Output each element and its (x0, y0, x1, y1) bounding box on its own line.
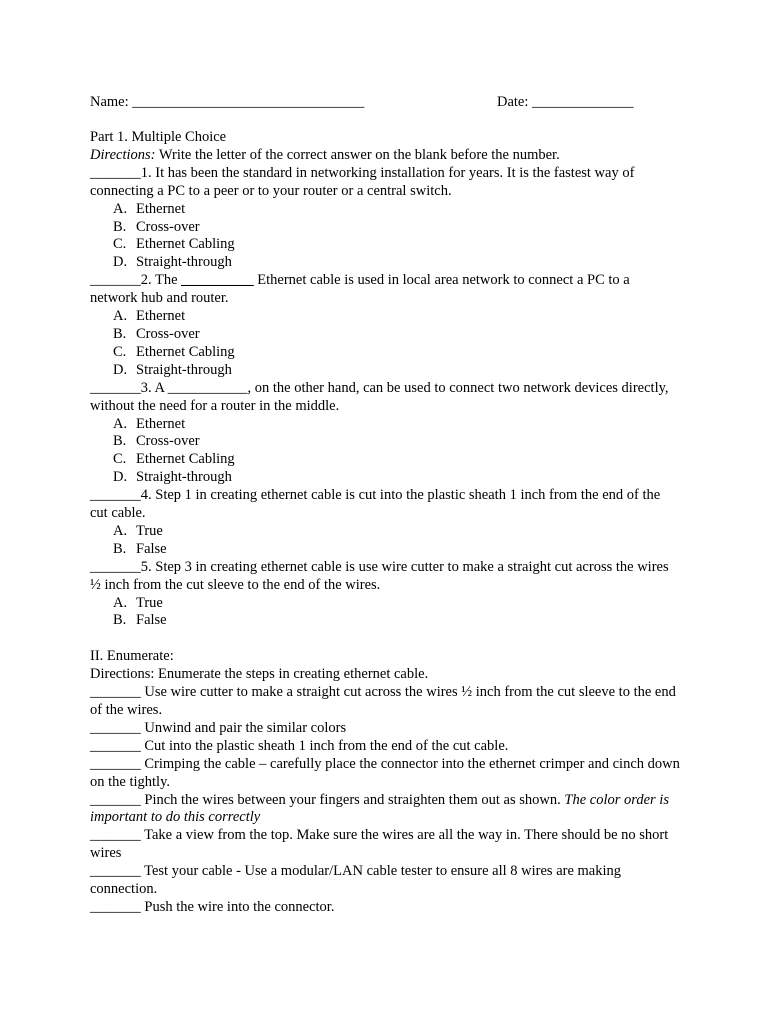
question-text: 1. It has been the standard in networking installation for years. It is the fastest way of connecting a PC to a peer or to your router or a central switch. (90, 164, 635, 199)
option-d: D. Straight-through (113, 254, 232, 271)
option-d: D. Straight-through (113, 361, 232, 378)
option-a: A. True (113, 594, 163, 611)
answer-blank: _______ (90, 755, 141, 772)
enumerate-item: _______ Crimping the cable – carefully place the connector into the ethernet crimper and cinch down on the tightly. (90, 755, 680, 790)
directions-label: Directions: (90, 146, 156, 163)
question-text: 3. A ___________, on the other hand, can be used to connect two network devices directly, without the need for a router in the middle. (90, 379, 669, 414)
option-a: A. Ethernet (113, 200, 186, 217)
part2-directions: Directions: Enumerate the steps in creating ethernet cable. (90, 666, 429, 683)
directions-text: Write the letter of the correct answer on the blank before the number. (158, 146, 560, 163)
option-a: A. True (113, 522, 163, 539)
answer-blank: _______ (90, 684, 141, 701)
option-b: B. False (113, 612, 167, 629)
answer-blank: _______ (90, 487, 141, 504)
enumerate-item: _______ Take a view from the top. Make sure the wires are all the way in. There should be no short wires (90, 827, 669, 862)
section-gap (90, 630, 680, 648)
name-field (90, 94, 364, 112)
answer-blank: _______ (90, 791, 141, 808)
part1-title: Part 1. Multiple Choice (90, 129, 227, 145)
answer-blank: _______ (90, 827, 141, 844)
answer-blank: _______ (90, 737, 141, 754)
enumerate-item: _______ Pinch the wires between your fingers and straighten them out as shown. The color order is important to do this correctly (90, 791, 669, 826)
option-c: C. Ethernet Cabling (113, 343, 235, 360)
inline-blank: __________ (181, 272, 254, 289)
date-blank: ______________ (532, 94, 634, 110)
question-text: 4. Step 1 in creating ethernet cable is cut into the plastic sheath 1 inch from the end of the cut cable. (90, 487, 661, 522)
part2-title: II. Enumerate: (90, 648, 174, 665)
enumerate-item: _______ Cut into the plastic sheath 1 inch from the end of the cut cable. (90, 737, 509, 754)
date-field (497, 94, 634, 112)
option-a: A. Ethernet (113, 308, 186, 325)
name-label: Name: (90, 94, 129, 110)
option-c: C. Ethernet Cabling (113, 451, 235, 468)
answer-blank: _______ (90, 379, 141, 396)
worksheet-page (90, 94, 680, 917)
question-5 (90, 559, 680, 595)
option-b: B. Cross-over (113, 325, 200, 342)
option-a: A. Ethernet (113, 415, 186, 432)
option-d: D. Straight-through (113, 469, 232, 486)
answer-blank: _______ (90, 863, 141, 880)
question-3 (90, 380, 680, 416)
italic-note: The color order is important to do this correctly (90, 791, 669, 826)
option-b: B. False (113, 540, 167, 557)
option-c: C. Ethernet Cabling (113, 236, 235, 253)
question-2: _______2. The __________ Ethernet cable is used in local area network to connect a PC to a network hub and router. (90, 272, 630, 307)
question-text: 5. Step 3 in creating ethernet cable is use wire cutter to make a straight cut across the wires ½ inch from the cut sleeve to the end of the wires. (90, 558, 669, 593)
option-b: B. Cross-over (113, 218, 200, 235)
date-label: Date: (497, 94, 529, 110)
question-4 (90, 487, 680, 523)
name-blank: ________________________________ (132, 94, 365, 110)
header-row (90, 94, 680, 112)
question-1 (90, 165, 680, 201)
answer-blank: _______ (90, 558, 141, 575)
answer-blank: _______ (90, 898, 141, 915)
answer-blank: _______ (90, 272, 141, 289)
answer-blank: _______ (90, 719, 141, 736)
enumerate-item: _______ Use wire cutter to make a straight cut across the wires ½ inch from the cut sleeve to the end of the wires. (90, 684, 676, 718)
part1-directions (90, 147, 680, 165)
option-b: B. Cross-over (113, 433, 200, 450)
enumerate-item: _______ Test your cable - Use a modular/LAN cable tester to ensure all 8 wires are making connection. (90, 863, 622, 898)
enumerate-item: _______ Push the wire into the connector. (90, 898, 335, 915)
answer-blank: _______ (90, 164, 141, 181)
enumerate-item: _______ Unwind and pair the similar colors (90, 719, 347, 736)
